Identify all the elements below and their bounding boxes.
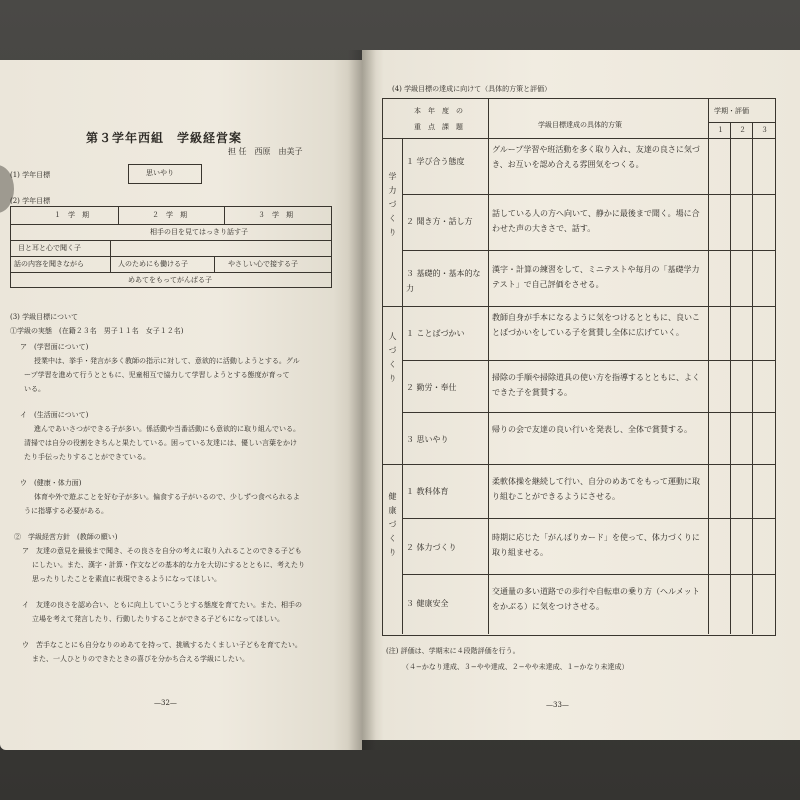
evaluation-note: (注) 評価は、学期末に４段階評価を行う。 bbox=[386, 647, 520, 655]
teacher-name: 担 任 西原 由美子 bbox=[228, 147, 303, 156]
study-line-1: 授業中は、挙手・発言が多く教師の指示に対して、意欲的に活動しようとする。グル bbox=[34, 357, 300, 365]
header-term-2: ２ bbox=[739, 126, 746, 134]
topic-service: ２ 勤労・奉仕 bbox=[406, 383, 457, 392]
policy-label: ② 学級経営方針 (教師の願い) bbox=[14, 533, 118, 541]
policy-c-line-2: また、一人ひとりのできたときの喜びを分かち合える学級にしたい。 bbox=[32, 655, 249, 663]
header-priority-bottom: 重 点 課 題 bbox=[414, 123, 463, 131]
term-2-header: ２ 学 期 bbox=[152, 211, 187, 219]
life-line-3: たり手伝ったりすることができている。 bbox=[24, 453, 150, 461]
goal-effort: めあてをもってがんばる子 bbox=[128, 276, 212, 284]
topic-safety: ３ 健康安全 bbox=[406, 599, 449, 608]
measure-safety: 交通量の多い道路での歩行や自転車の乗り方（ヘルメットをかぶる）に気をつけさせる。 bbox=[492, 587, 700, 611]
header-term-1: １ bbox=[717, 126, 724, 134]
policy-a-line-1: ア 友達の意見を最後まで聞き、その良さを自分の考えに取り入れることのできる子ども bbox=[22, 547, 302, 555]
topic-learning-attitude: １ 学び合う態度 bbox=[406, 157, 465, 166]
grade-goal-label: (1) 学年目標 bbox=[10, 171, 51, 179]
health-line-2: うに指導する必要がある。 bbox=[24, 507, 108, 515]
right-page bbox=[362, 50, 800, 740]
term-1-header: １ 学 期 bbox=[54, 211, 89, 219]
left-page bbox=[0, 60, 362, 750]
goal-listen: 目と耳と心で聞く子 bbox=[18, 244, 81, 252]
goal-work: 人のためにも働ける子 bbox=[118, 260, 188, 268]
policy-a-line-3: 思ったりしたことを素直に表現できるようになってほしい。 bbox=[32, 575, 221, 583]
evaluation-scale: （４−かなり達成、３−やや達成、２−やや未達成、１−かなり未達成） bbox=[402, 663, 629, 671]
topic-fitness: ２ 体力づくり bbox=[406, 543, 457, 552]
topic-pe: １ 教科体育 bbox=[406, 487, 449, 496]
measure-learning-attitude: グループ学習や班活動を多く取り入れ、友達の良さに気づき、お互いを認め合える雰囲気をつくる。 bbox=[492, 145, 700, 169]
topic-language: １ ことばづかい bbox=[406, 329, 465, 338]
goal-kind: やさしい心で接する子 bbox=[228, 260, 298, 268]
class-status: ①学級の実態 (在籍２３名 男子１１名 女子１２名) bbox=[10, 327, 184, 335]
header-term-3: ３ bbox=[761, 126, 768, 134]
section-4-label: (4) 学級目標の達成に向けて（具体的方策と評価） bbox=[392, 85, 552, 93]
measure-pe: 柔軟体操を継続して行い、自分のめあてをもって運動に取り組むことができるようにさせる。 bbox=[492, 477, 700, 501]
right-page-number: —33— bbox=[546, 701, 569, 709]
topic-compassion: ３ 思いやり bbox=[406, 435, 449, 444]
group-academic: 学力づくり bbox=[388, 172, 397, 242]
header-measures: 学級目標達成の具体的方策 bbox=[538, 121, 622, 129]
policy-a-line-2: にしたい。また、漢字・計算・作文などの基本的な力を大切にするとともに、考えたり bbox=[32, 561, 305, 569]
term-3-header: ３ 学 期 bbox=[258, 211, 293, 219]
topic-listening-speaking: ２ 聞き方・話し方 bbox=[406, 217, 473, 226]
life-line-1: 進んであいさつができる子が多い。係活動や当番活動にも意欲的に取り組んでいる。 bbox=[34, 425, 300, 433]
goal-speak: 相手の目を見てはっきり話す子 bbox=[150, 228, 248, 236]
topic-basic-skills: ３ 基礎的・基本的な力 bbox=[406, 269, 481, 293]
grade-goal-value: 思いやり bbox=[146, 169, 174, 177]
health-line-1: 体育や外で遊ぶことを好む子が多い。偏食する子がいるので、少しずつ食べられるよ bbox=[34, 493, 300, 501]
policy-c-line-1: ウ 苦手なことにも自分なりのめあてを持って、挑戦するたくましい子どもを育てたい。 bbox=[22, 641, 302, 649]
group-character: 人づくり bbox=[388, 332, 397, 388]
measure-compassion: 帰りの会で友達の良い行いを発表し、全体で賞賛する。 bbox=[492, 425, 692, 434]
health-label: ウ (健康・体力面) bbox=[20, 479, 82, 487]
study-line-2: ープ学習を進めて行うとともに、児童相互で協力して学習しようとする態度が育って bbox=[24, 371, 290, 379]
study-label: ア (学習面について) bbox=[20, 343, 89, 351]
policy-b-line-2: 立場を考えて発言したり、行動したりすることができる子どもになってほしい。 bbox=[32, 615, 284, 623]
measure-listening-speaking: 話している人の方へ向いて、静かに最後まで聞く。場に合わせた声の大きさで、話す。 bbox=[492, 209, 700, 233]
header-priority-top: 本 年 度 の bbox=[414, 107, 463, 115]
plan-title: 第３学年西組 学級経営案 bbox=[86, 131, 243, 145]
measure-service: 掃除の手順や掃除道具の使い方を指導するとともに、よくできた子を賞賛する。 bbox=[492, 373, 700, 397]
study-line-3: いる。 bbox=[24, 385, 45, 393]
group-health: 健康づくり bbox=[388, 492, 397, 562]
measure-basic-skills: 漢字・計算の練習をして、ミニテストや毎月の「基礎学力テスト」で自己評価をさせる。 bbox=[492, 265, 700, 289]
header-evaluation: 学期・評価 bbox=[714, 107, 749, 115]
measure-fitness: 時期に応じた「がんばりカード」を使って、体力づくりに取り組ませる。 bbox=[492, 533, 700, 557]
goal-listen-2: 話の内容を聞きながら bbox=[14, 260, 84, 268]
class-goal-label: (2) 学年目標 bbox=[10, 197, 51, 205]
policy-b-line-1: イ 友達の良さを認め合い、ともに向上していこうとする態度を育てたい。また、相手の bbox=[22, 601, 302, 609]
measure-language: 教師自身が手本になるように気をつけるとともに、良いことばづかいをしている子を賞賛し全体に広げていく。 bbox=[492, 313, 700, 337]
left-page-number: —32— bbox=[154, 699, 177, 707]
section-3-label: (3) 学級目標について bbox=[10, 313, 79, 321]
life-line-2: 清掃では自分の役割をきちんと果たしている。困っている友達には、優しい言葉をかけ bbox=[24, 439, 297, 447]
life-label: イ (生活面について) bbox=[20, 411, 89, 419]
